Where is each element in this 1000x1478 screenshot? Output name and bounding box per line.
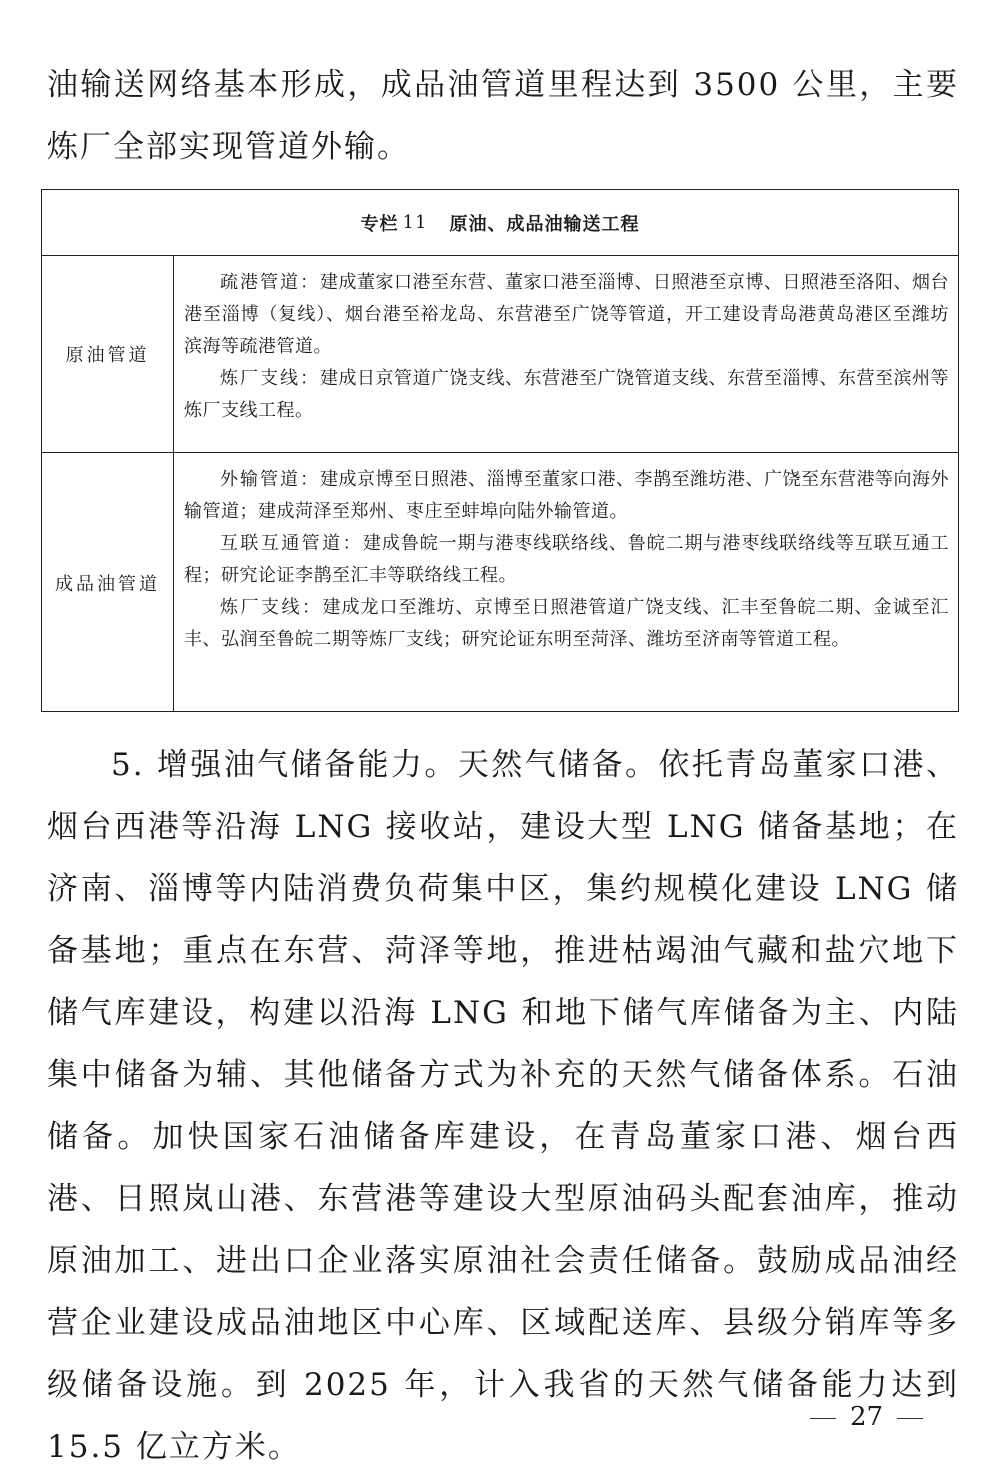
list-item xyxy=(184,363,949,427)
column-title-prefix: 专栏 xyxy=(360,213,399,235)
item-term: 炼厂支线： xyxy=(220,368,320,389)
row-label: 原油管道 xyxy=(42,256,174,452)
item-text: 建成鲁皖一期与港枣线联络线、鲁皖二期与港枣线联络线等互联互通工程；研究论证李鹊至汇丰等联络线工程。 xyxy=(184,533,950,586)
item-text: 建成董家口港至东营、董家口港至淄博、日照港至京博、日照港至洛阳、烟台港至淄博（复线）、烟台港至裕龙岛、东营港至广饶等管道，开工建设青岛港黄岛港区至潍坊滨海等疏港管道。 xyxy=(184,272,949,357)
table-row-crude-oil xyxy=(42,256,958,452)
page-footer xyxy=(810,1402,923,1432)
item-term: 疏港管道： xyxy=(220,272,320,293)
table-row-refined-oil xyxy=(42,452,958,712)
item-text: 建成龙口至潍坊、京博至日照港管道广饶支线、汇丰至鲁皖二期、金诚至汇丰、弘润至鲁皖二期等炼厂支线；研究论证东明至菏泽、潍坊至济南等管道工程。 xyxy=(184,597,949,650)
intro-paragraph: 油输送网络基本形成，成品油管道里程达到 3500 公里，主要炼厂全部实现管道外输。 xyxy=(47,67,959,165)
item-term: 外输管道： xyxy=(220,469,320,490)
item-term: 互联互通管道： xyxy=(220,533,363,554)
column-box xyxy=(41,189,959,712)
list-item xyxy=(184,592,949,656)
row-content xyxy=(174,453,958,712)
row-content xyxy=(174,256,958,452)
main-paragraph: 5. 增强油气储备能力。天然气储备。依托青岛董家口港、烟台西港等沿海 LNG 接收站，建设大型 LNG 储备基地；在济南、淄博等内陆消费负荷集中区，集约规模化建设 LNG 储备基地；重点在东营、菏泽等地，推进枯竭油气藏和盐穴地下储气库建设，构建以沿海 LNG 和地下储气库储备为主、内陆集中储备为辅、其他储备方式为补充的天然气储备体系。石油储备。加快国家石油储备库建设，在青岛董家口港、烟台西港、日照岚山港、东营港等建设大型原油码头配套油库，推动原油加工、进出口企业落实原油社会责任储备。鼓励成品油经营企业建设成品油地区中心库、区域配送库、县级分销库等多级储备设施。到 2025 年，计入我省的天然气储备能力达到 15.5 亿立方米。 xyxy=(47,747,959,1465)
dash-right xyxy=(897,1418,923,1419)
list-item xyxy=(184,528,949,592)
column-title xyxy=(42,190,958,256)
item-term: 炼厂支线： xyxy=(220,597,323,618)
list-item xyxy=(184,464,949,528)
dash-left xyxy=(810,1418,836,1419)
column-title-text: 原油、成品油输送工程 xyxy=(449,213,640,235)
page-number: 27 xyxy=(850,1402,884,1432)
item-text: 建成京博至日照港、淄博至董家口港、李鹊至潍坊港、广饶至东营港等向海外输管道；建成菏泽至郑州、枣庄至蚌埠向陆外输管道。 xyxy=(184,469,949,522)
column-title-number: 11 xyxy=(402,212,428,233)
row-label: 成品油管道 xyxy=(42,453,174,712)
item-text: 建成日京管道广饶支线、东营港至广饶管道支线、东营至淄博、东营至滨州等炼厂支线工程。 xyxy=(184,368,949,421)
list-item xyxy=(184,267,949,363)
